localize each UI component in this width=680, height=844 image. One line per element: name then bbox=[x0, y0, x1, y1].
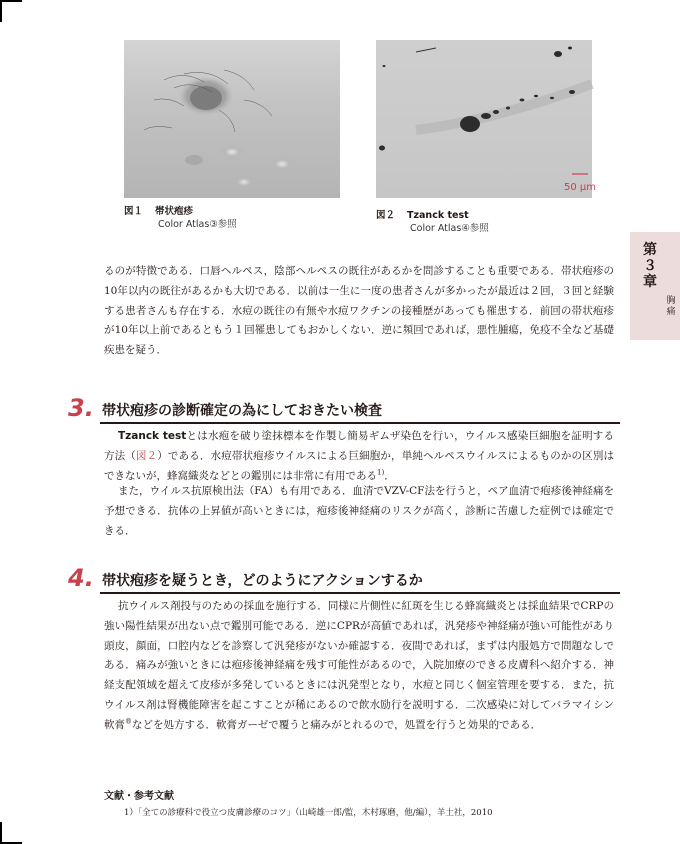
chapter-subtitle: 胸痛 bbox=[666, 296, 676, 317]
section-4-heading bbox=[60, 564, 620, 594]
section-4-number: 4. bbox=[68, 564, 94, 592]
figure-2-number: 図２ bbox=[376, 210, 396, 221]
registered-mark: ® bbox=[125, 717, 132, 726]
crop-mark bbox=[0, 0, 22, 2]
figure-2-atlas-ref: Color Atlas④参照 bbox=[410, 223, 489, 234]
chapter-tab bbox=[630, 232, 680, 340]
section-3-title: 帯状疱疹の診断確定の為にしておきたい検査 bbox=[102, 403, 382, 419]
figure-1-photo bbox=[124, 40, 340, 198]
section-3-rule bbox=[100, 422, 620, 424]
crop-mark bbox=[0, 0, 2, 22]
figure-2-micrograph bbox=[376, 40, 597, 198]
intro-paragraph: るのが特徴である．口唇ヘルペス，陰部ヘルペスの既往があるかを問診することも重要である．帯状疱疹の10年以内の既往があるかも大切である．以前は一生に一度の患者さんが多かったが最近は２回，３回と経験する患者さんも存在する．水痘の既往の有無や水痘ワクチンの接種歴があっても罹患する．前回の帯状疱疹が10年以上前であるともう１回罹患してもおかしくない．逆に頻回であれば，悪性腫瘍，免疫不全など基礎疾患を疑う． bbox=[104, 265, 614, 357]
figure-2-title: Tzanck test bbox=[407, 210, 469, 221]
figure-1-atlas-ref: Color Atlas③参照 bbox=[158, 219, 237, 230]
figure-1-caption bbox=[124, 205, 237, 231]
crop-mark bbox=[0, 822, 2, 844]
section-3-paragraph-2: また，ウイルス抗原検出法（FA）も有用である．血清でVZV-CF法を行うと，ペア血清で疱疹後神経痛を予想できる．抗体の上昇値が高いときには，疱疹後神経痛のリスクが高く，診断に苦慮した症例では確定できる． bbox=[104, 485, 614, 537]
section-4-title: 帯状疱疹を疑うとき，どのようにアクションするか bbox=[102, 573, 423, 589]
figure-2-reference-link[interactable]: 図２ bbox=[135, 449, 158, 462]
section-4-paragraph-1: 抗ウイルス剤投与のための採血を施行する．同様に片側性に紅斑を生じる蜂窩織炎とは採血結果でCRPの強い陽性結果が出ない点で鑑別可能である．逆にCPRが高値であれば，汎発疹や神経痛が強い可能性があり頭皮，顔面，口腔内などを診察して汎発疹がないか確認する．夜間であれば，まずは内服処方で問題なしである．痛みが強いときには疱疹後神経痛を残す可能性があるので，入院加療のできる皮膚科へ紹介する．神経支配領域を超えて皮疹が多発しているときには汎発型となり，水痘と同じく個室管理を要する．また，抗ウイルス剤は腎機能障害を起こすことが稀にあるので飲水励行を説明する．二次感染に対してバラマイシン軟膏®などを処方する．軟膏ガーゼで覆うと痛みがとれるので，処置を行うと効果的である． bbox=[104, 600, 614, 731]
tzanck-test-term: Tzanck test bbox=[118, 430, 187, 442]
section-4-rule bbox=[100, 592, 620, 594]
reference-1-superscript[interactable]: 1) bbox=[377, 468, 385, 477]
figure-1-title: 帯状疱疹 bbox=[155, 206, 194, 217]
figure-1-number: 図１ bbox=[124, 206, 144, 217]
section-3-number: 3. bbox=[68, 394, 94, 422]
literature-item: 1）「全ての診療科で役立つ皮膚診療のコツ」（山崎雄一郎/監，木村琢磨，他/編），羊土社，2010 bbox=[124, 808, 493, 818]
scale-bar-label: 50 μm bbox=[564, 182, 597, 193]
section-3-paragraph-1: Tzanck testとは水疱を破り塗抹標本を作製し簡易ギムザ染色を行い，ウイルス感染巨細胞を証明する方法（図２）である．水痘帯状疱疹ウイルスによる巨細胞か，単純ヘルペスウイルスによるものかの区別はできないが，蜂窩織炎などとの鑑別には非常に有用である$^{1)}$． bbox=[104, 430, 614, 482]
section-3-heading bbox=[60, 394, 620, 424]
figure-2-caption bbox=[376, 209, 489, 235]
chapter-label: 第３章 bbox=[643, 242, 657, 290]
literature-heading: 文献・参考文献 bbox=[104, 791, 174, 802]
